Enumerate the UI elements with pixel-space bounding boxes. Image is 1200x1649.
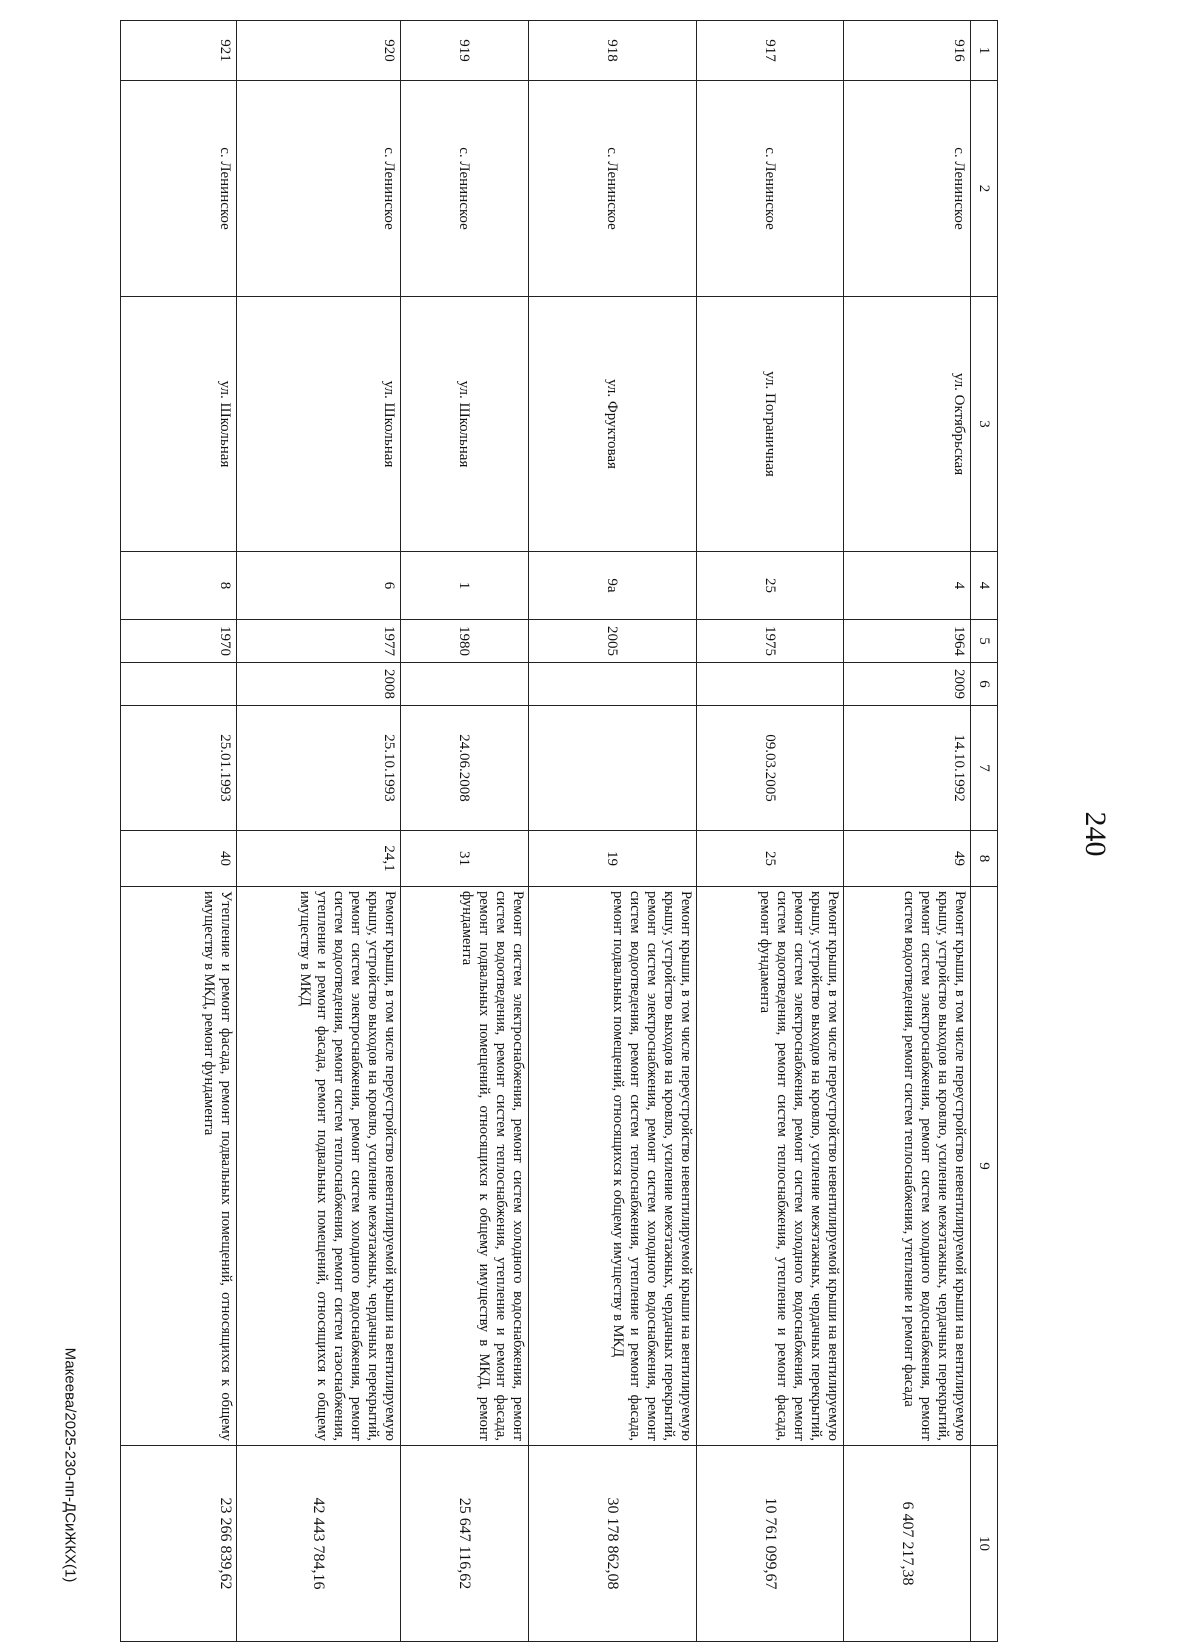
settlement-cell: с. Ленинское xyxy=(121,81,237,297)
column-number: 6 xyxy=(971,663,998,706)
amount-cell: 10 761 099,67 xyxy=(697,1446,844,1642)
amount-cell: 6 407 217,38 xyxy=(844,1446,971,1642)
amount-cell: 23 266 839,62 xyxy=(121,1446,237,1642)
year-major-repair-cell xyxy=(401,663,529,706)
year-built-cell: 1970 xyxy=(121,620,237,663)
street-cell: ул. Школьная xyxy=(401,297,529,552)
year-built-cell: 1977 xyxy=(237,620,401,663)
house-cell: 6 xyxy=(237,552,401,620)
street-cell: ул. Школьная xyxy=(121,297,237,552)
amount-cell: 25 647 116,62 xyxy=(401,1446,529,1642)
units-cell: 19 xyxy=(529,831,697,887)
year-major-repair-cell: 2008 xyxy=(237,663,401,706)
settlement-cell: с. Ленинское xyxy=(529,81,697,297)
column-number: 7 xyxy=(971,706,998,831)
row-number: 917 xyxy=(697,21,844,81)
year-major-repair-cell xyxy=(121,663,237,706)
table-row xyxy=(697,21,844,1642)
date-cell: 25.10.1993 xyxy=(237,706,401,831)
table-row xyxy=(844,21,971,1642)
housing-repair-table xyxy=(120,20,998,1642)
table-row xyxy=(237,21,401,1642)
column-number: 1 xyxy=(971,21,998,81)
house-cell: 9а xyxy=(529,552,697,620)
house-cell: 8 xyxy=(121,552,237,620)
column-number: 10 xyxy=(971,1446,998,1642)
street-cell: ул. Фруктовая xyxy=(529,297,697,552)
works-cell: Утепление и ремонт фасада, ремонт подвальных помещений, относящихся к общему имуществу в МКД, ремонт фундамента xyxy=(121,887,237,1446)
column-number: 2 xyxy=(971,81,998,297)
works-cell: Ремонт систем электроснабжения, ремонт систем холодного водоснабжения, ремонт систем водоотведения, ремонт систем теплоснабжения, утепление и ремонт фасада, ремонт подвальных помещений, относящихся к общему имуществу в МКД, ремонт фундамента xyxy=(401,887,529,1446)
date-cell: 25.01.1993 xyxy=(121,706,237,831)
column-number: 8 xyxy=(971,831,998,887)
units-cell: 40 xyxy=(121,831,237,887)
row-number: 916 xyxy=(844,21,971,81)
date-cell: 14.10.1992 xyxy=(844,706,971,831)
column-number: 4 xyxy=(971,552,998,620)
units-cell: 31 xyxy=(401,831,529,887)
year-built-cell: 2005 xyxy=(529,620,697,663)
street-cell: ул. Пограничная xyxy=(697,297,844,552)
date-cell: 09.03.2005 xyxy=(697,706,844,831)
footer-reference: Макеева/2025-230-пп-ДСиЖКХ(1) xyxy=(61,1347,79,1583)
settlement-cell: с. Ленинское xyxy=(401,81,529,297)
column-number: 3 xyxy=(971,297,998,552)
year-major-repair-cell xyxy=(697,663,844,706)
house-cell: 25 xyxy=(697,552,844,620)
column-number: 5 xyxy=(971,620,998,663)
works-cell: Ремонт крыши, в том числе переустройство невентилируемой крыши на вентилируемую крышу, устройство выходов на кровлю, усиление межэтажных, чердачных перекрытий, ремонт систем электроснабжения, ремонт систем холодного водоснабжения, ремонт систем водоотведения, ремонт систем теплоснабжения, утепление и ремонт фасада, ремонт подвальных помещений, относящихся к общему имуществу в МКД xyxy=(529,887,697,1446)
table-row xyxy=(401,21,529,1642)
row-number: 918 xyxy=(529,21,697,81)
year-major-repair-cell: 2009 xyxy=(844,663,971,706)
amount-cell: 42 443 784,16 xyxy=(237,1446,401,1642)
units-cell: 24,1 xyxy=(237,831,401,887)
house-cell: 1 xyxy=(401,552,529,620)
table-row xyxy=(529,21,697,1642)
year-built-cell: 1975 xyxy=(697,620,844,663)
rotated-table-sheet xyxy=(120,20,998,1641)
column-number: 9 xyxy=(971,887,998,1446)
year-major-repair-cell xyxy=(529,663,697,706)
table-row xyxy=(121,21,237,1642)
row-number: 919 xyxy=(401,21,529,81)
street-cell: ул. Школьная xyxy=(237,297,401,552)
row-number: 921 xyxy=(121,21,237,81)
units-cell: 25 xyxy=(697,831,844,887)
works-cell: Ремонт крыши, в том числе переустройство невентилируемой крыши на вентилируемую крышу, устройство выходов на кровлю, усиление межэтажных, чердачных перекрытий, ремонт систем электроснабжения, ремонт систем холодного водоснабжения, ремонт систем водоотведения, ремонт систем теплоснабжения, утепление и ремонт фасада xyxy=(844,887,971,1446)
settlement-cell: с. Ленинское xyxy=(697,81,844,297)
amount-cell: 30 178 862,08 xyxy=(529,1446,697,1642)
year-built-cell: 1964 xyxy=(844,620,971,663)
year-built-cell: 1980 xyxy=(401,620,529,663)
works-cell: Ремонт крыши, в том числе переустройство невентилируемой крыши на вентилируемую крышу, устройство выходов на кровлю, усиление межэтажных, чердачных перекрытий, ремонт систем электроснабжения, ремонт систем холодного водоснабжения, ремонт систем водоотведения, ремонт систем теплоснабжения, ремонт систем газоснабжения, утепление и ремонт фасада, ремонт подвальных помещений, относящихся к общему имуществу в МКД xyxy=(237,887,401,1446)
date-cell: 24.06.2008 xyxy=(401,706,529,831)
settlement-cell: с. Ленинское xyxy=(237,81,401,297)
street-cell: ул. Октябрьская xyxy=(844,297,971,552)
works-cell: Ремонт крыши, в том числе переустройство невентилируемой крыши на вентилируемую крышу, устройство выходов на кровлю, усиление межэтажных, чердачных перекрытий, ремонт систем электроснабжения, ремонт систем холодного водоснабжения, ремонт систем водоотведения, ремонт систем теплоснабжения, утепление и ремонт фасада, ремонт фундамента xyxy=(697,887,844,1446)
settlement-cell: с. Ленинское xyxy=(844,81,971,297)
units-cell: 49 xyxy=(844,831,971,887)
house-cell: 4 xyxy=(844,552,971,620)
date-cell xyxy=(529,706,697,831)
row-number: 920 xyxy=(237,21,401,81)
column-number-row xyxy=(971,21,998,1642)
page-number: 240 xyxy=(1079,811,1112,857)
